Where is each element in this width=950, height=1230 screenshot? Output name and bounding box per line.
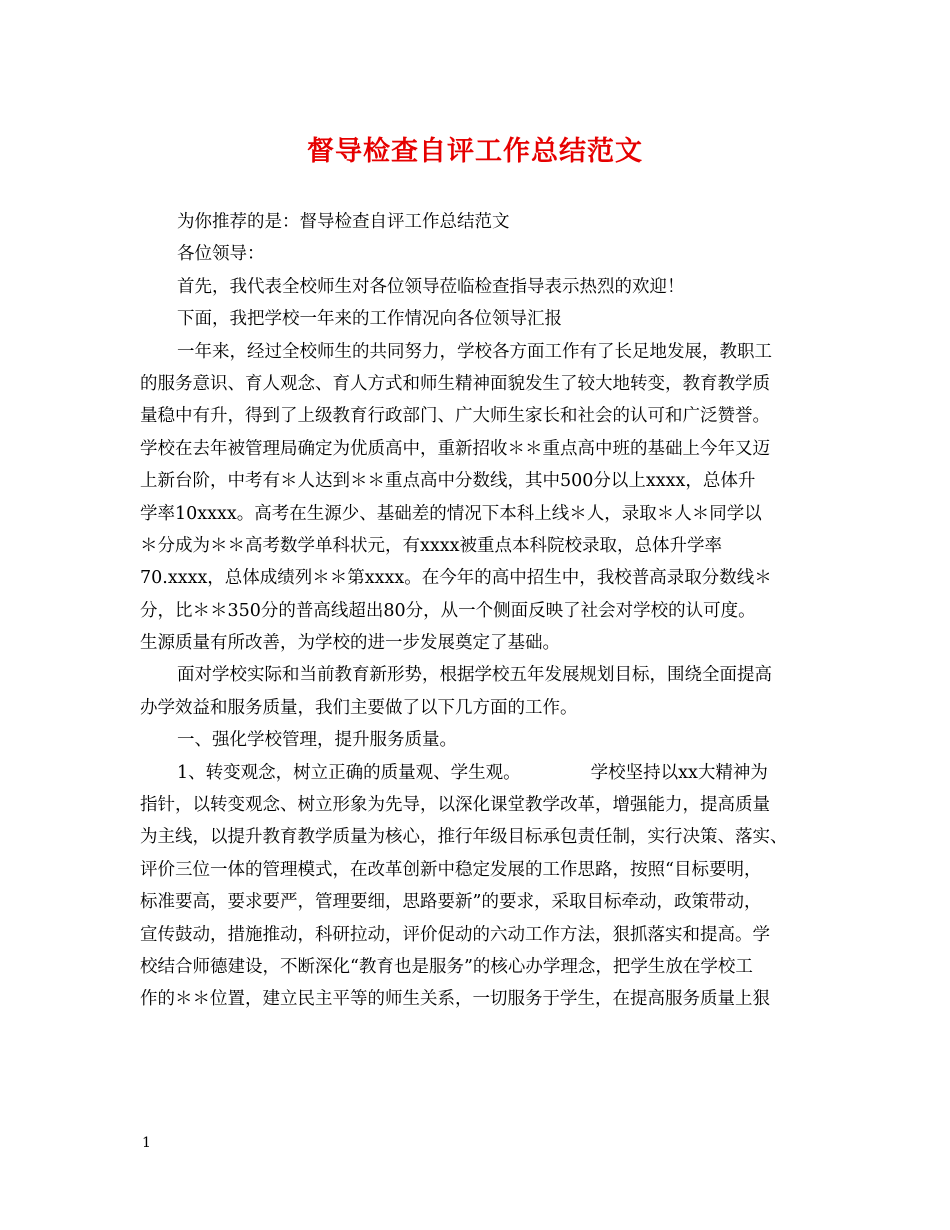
paragraph-line: 一年来，经过全校师生的共同努力，学校各方面工作有了长足地发展，教职工 [177,341,772,362]
paragraph-line: 的服务意识、育人观念、育人方式和师生精神面貌发生了较大地转变，教育教学质 [140,373,770,394]
paragraph-line: 为你推荐的是：督导检查自评工作总结范文 [177,212,510,232]
paragraph-line: 首先，我代表全校师生对各位领导莅临检查指导表示热烈的欢迎！ [177,276,685,297]
document-title: 督导检查自评工作总结范文 [307,136,643,167]
document-body [140,206,830,1016]
paragraph-line: 面对学校实际和当前教育新形势，根据学校五年发展规划目标，围绕全面提高 [177,665,772,686]
paragraph-line: 下面，我把学校一年来的工作情况向各位领导汇报 [177,309,562,330]
paragraph-line: 学校在去年被管理局确定为优质高中，重新招收＊＊重点高中班的基础上今年又迈 [140,438,770,459]
paragraph-line: ＊分成为＊＊高考数学单科状元，有xxxx被重点本科院校录取，总体升学率 [140,535,722,556]
subsection-line [140,757,830,789]
paragraph-text: 学校坚持以xx大精神为 [590,762,768,783]
section-heading: 一、强化学校管理，提升服务质量。 [177,730,457,751]
paragraph-line: 分，比＊＊350分的普高线超出80分，从一个侧面反映了社会对学校的认可度。 [140,600,756,621]
paragraph-line: 70.xxxx，总体成绩列＊＊第xxxx。在今年的高中招生中，我校普高录取分数线＊ [140,568,772,589]
paragraph-line: 量稳中有升，得到了上级教育行政部门、广大师生家长和社会的认可和广泛赞誉。 [140,406,770,427]
paragraph-line: 标准要高，要求要严，管理要细，思路要新”的要求，采取目标牵动，政策带动， [140,892,762,913]
paragraph-line: 为主线，以提升教育教学质量为核心，推行年级目标承包责任制，实行决策、落实、 [140,827,788,848]
paragraph-line: 评价三位一体的管理模式，在改革创新中稳定发展的工作思路，按照“目标要明， [140,859,762,880]
paragraph-line: 作的＊＊位置，建立民主平等的师生关系，一切服务于学生，在提高服务质量上狠 [140,989,770,1010]
paragraph-line: 生源质量有所改善，为学校的进一步发展奠定了基础。 [140,633,560,654]
paragraph-line: 指针，以转变观念、树立形象为先导，以深化课堂教学改革，增强能力，提高质量 [140,795,770,816]
paragraph-line: 校结合师德建设，不断深化“教育也是服务”的核心办学理念，把学生放在学校工 [140,956,753,977]
paragraph-line: 学率10xxxx。高考在生源少、基础差的情况下本科上线＊人，录取＊人＊同学以 [140,503,762,524]
paragraph-line: 宣传鼓动，措施推动，科研拉动，评价促动的六动工作方法，狠抓落实和提高。学 [140,924,770,945]
page-number: 1 [142,1135,151,1151]
paragraph-line: 各位领导： [177,244,265,265]
paragraph-line: 办学效益和服务质量，我们主要做了以下几方面的工作。 [140,697,578,718]
paragraph-line: 上新台阶，中考有＊人达到＊＊重点高中分数线，其中500分以上xxxx，总体升 [140,471,756,492]
subsection-heading: 1、转变观念，树立正确的质量观、学生观。 [177,762,521,783]
